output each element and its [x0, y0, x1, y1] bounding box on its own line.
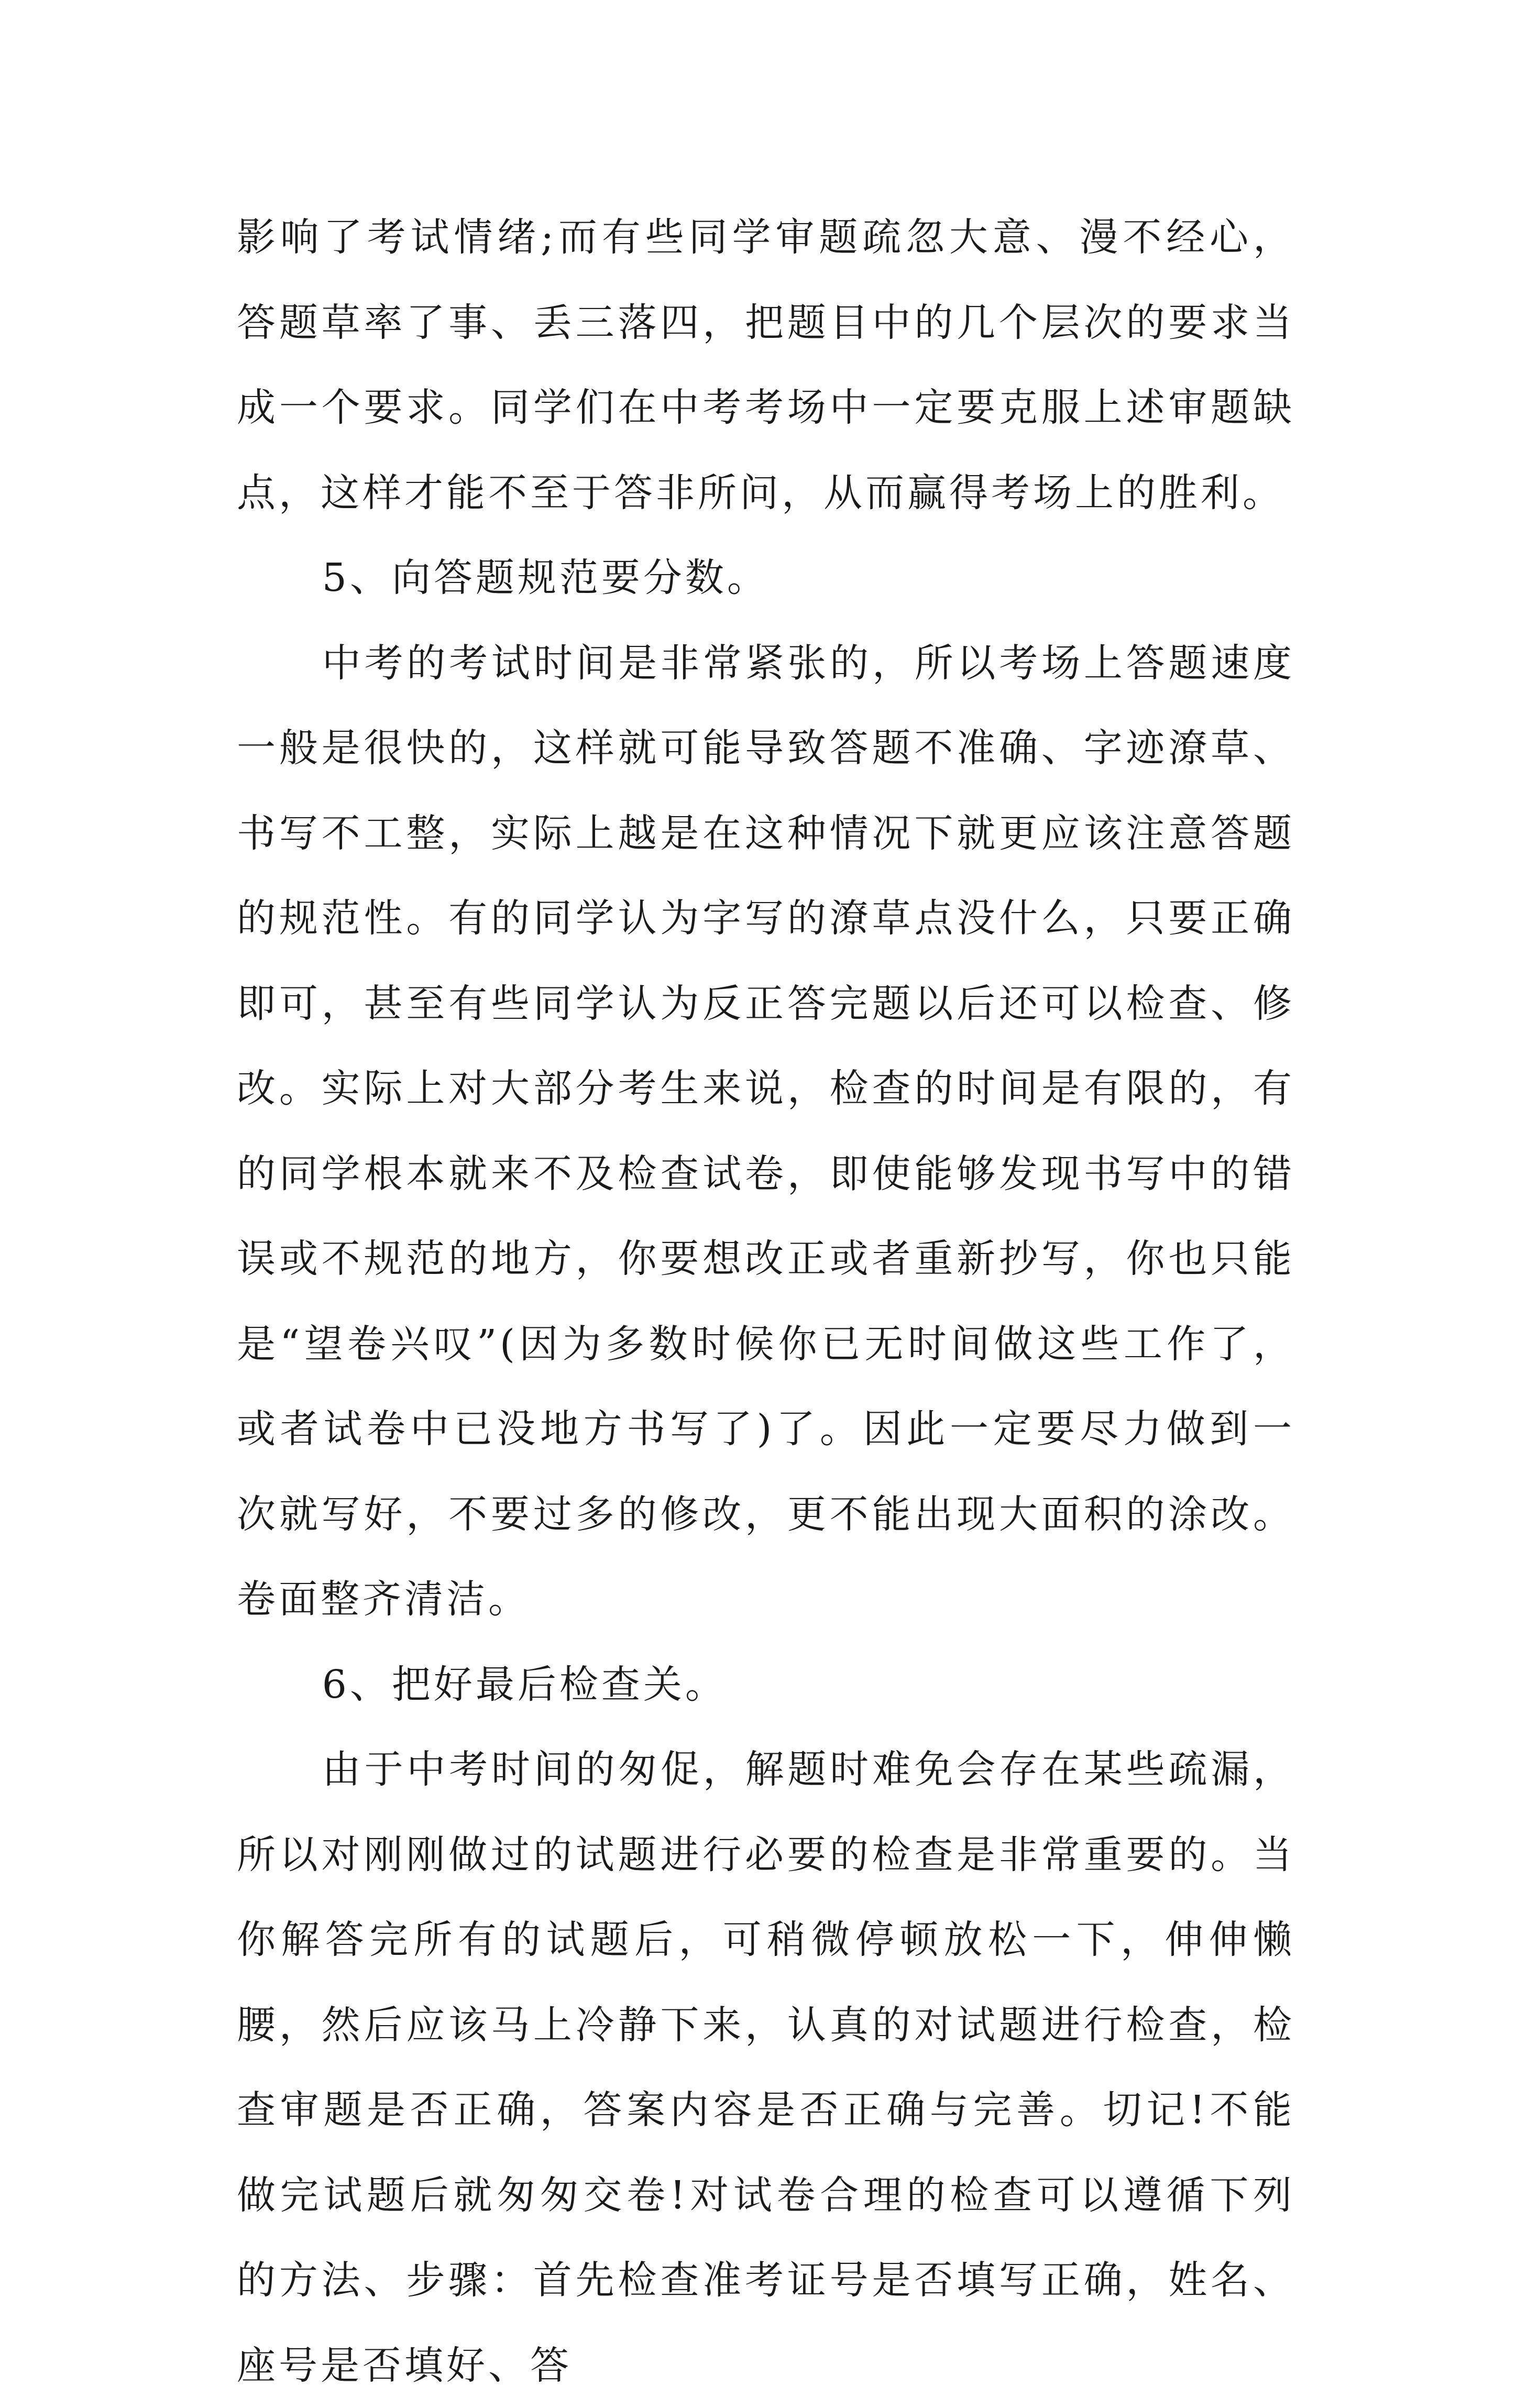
paragraph-1: 影响了考试情绪;而有些同学审题疏忽大意、漫不经心，答题草率了事、丢三落四，把题目中的几个层次的要求当成一个要求。同学们在中考考场中一定要克服上述审题缺点，这样才能不至于答非所问，从而赢得考场上的胜利。	[237, 215, 1295, 515]
section-heading-5: 5、向答题规范要分数。	[322, 555, 769, 600]
paragraph-2: 中考的考试时间是非常紧张的，所以考场上答题速度一般是很快的，这样就可能导致答题不准确、字迹潦草、书写不工整，实际上越是在这种情况下就更应该注意答题的规范性。有的同学认为字写的潦草点没什么，只要正确即可，甚至有些同学认为反正答完题以后还可以检查、修改。实际上对大部分考生来说，检查的时间是有限的，有的同学根本就来不及检查试卷，即使能够发现书写中的错误或不规范的地方，你要想改正或者重新抄写，你也只能是“望卷兴叹”(因为多数时候你已无时间做这些工作了，或者试卷中已没地方书写了)了。因此一定要尽力做到一次就写好，不要过多的修改，更不能出现大面积的涂改。卷面整齐清洁。	[237, 640, 1295, 1622]
paragraph-3: 由于中考时间的匆促，解题时难免会存在某些疏漏，所以对刚刚做过的试题进行必要的检查是非常重要的。当你解答完所有的试题后，可稍微停顿放松一下，伸伸懒腰，然后应该马上冷静下来，认真的对试题进行检查，检查审题是否正确，答案内容是否正确与完善。切记!不能做完试题后就匆匆交卷!对试卷合理的检查可以遵循下列的方法、步骤：首先检查准考证号是否填写正确，姓名、座号是否填好、答	[237, 1747, 1295, 2388]
document-body	[237, 195, 1295, 2408]
section-heading-6: 6、把好最后检查关。	[322, 1662, 727, 1707]
